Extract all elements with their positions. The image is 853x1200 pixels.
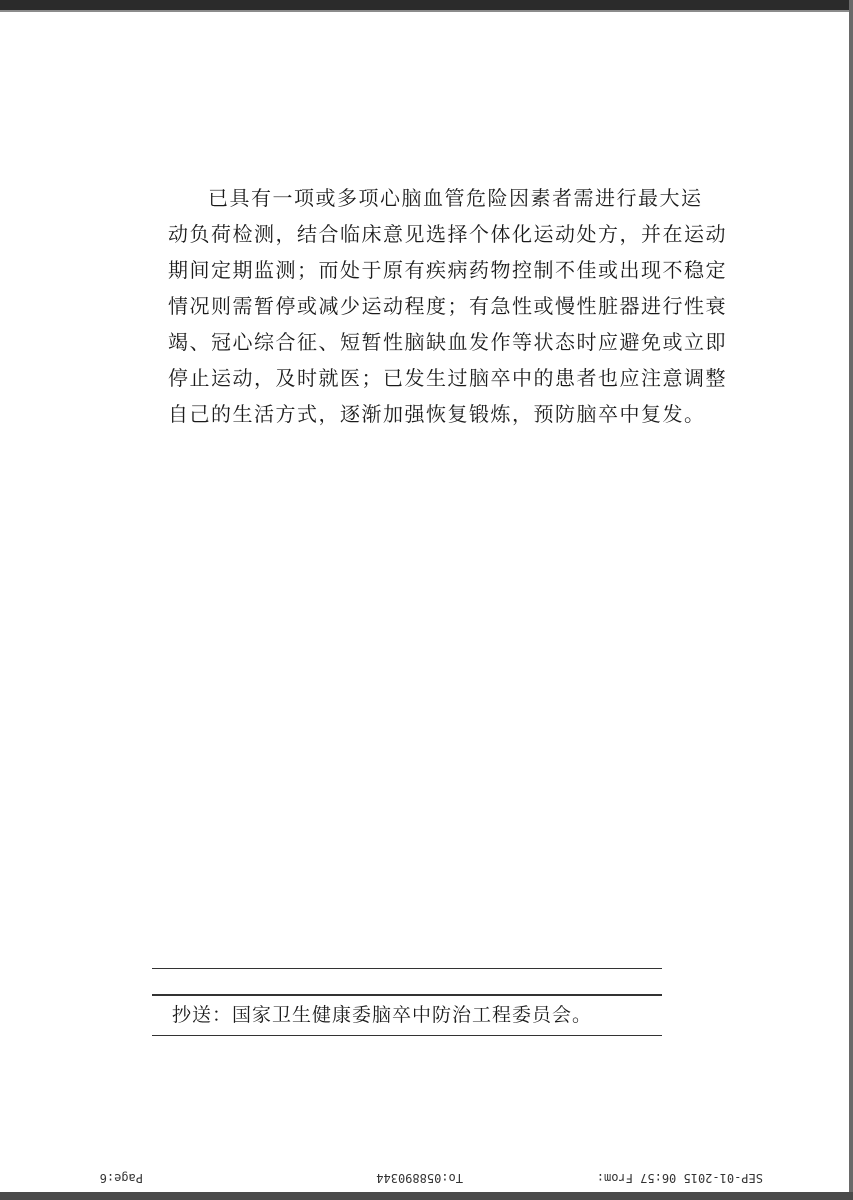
paragraph-line: 自己的生活方式，逐渐加强恢复锻炼，预防脑卒中复发。 [168, 402, 706, 426]
paragraph-line: 竭、冠心综合征、短暂性脑缺血发作等状态时应避免或立即 [168, 330, 727, 354]
paragraph-line: 期间定期监测；而处于原有疾病药物控制不佳或出现不稳定 [168, 258, 727, 282]
paragraph-line: 已具有一项或多项心脑血管危险因素者需进行最大运 [208, 186, 703, 210]
cc-rule-middle [152, 994, 662, 996]
scan-right-edge [849, 0, 853, 1200]
scan-top-edge-shadow [0, 10, 853, 12]
body-paragraph [168, 180, 727, 432]
scan-top-edge [0, 0, 853, 10]
scan-bottom-edge [0, 1192, 853, 1200]
fax-transmission-header [0, 1166, 853, 1188]
fax-page-number: Page:6 [99, 1171, 143, 1185]
cc-rule-top [152, 968, 662, 969]
paragraph-line: 动负荷检测，结合临床意见选择个体化运动处方，并在运动 [168, 222, 727, 246]
paragraph-line: 停止运动，及时就医；已发生过脑卒中的患者也应注意调整 [168, 366, 727, 390]
cc-rule-bottom [152, 1035, 662, 1036]
fax-to-number: To:058890344 [376, 1171, 463, 1185]
cc-recipients: 抄送：国家卫生健康委脑卒中防治工程委员会。 [172, 1004, 593, 1026]
paragraph-line: 情况则需暂停或减少运动程度；有急性或慢性脏器进行性衰 [168, 294, 727, 318]
fax-date-from: SEP-01-2015 06:57 From: [596, 1171, 763, 1185]
